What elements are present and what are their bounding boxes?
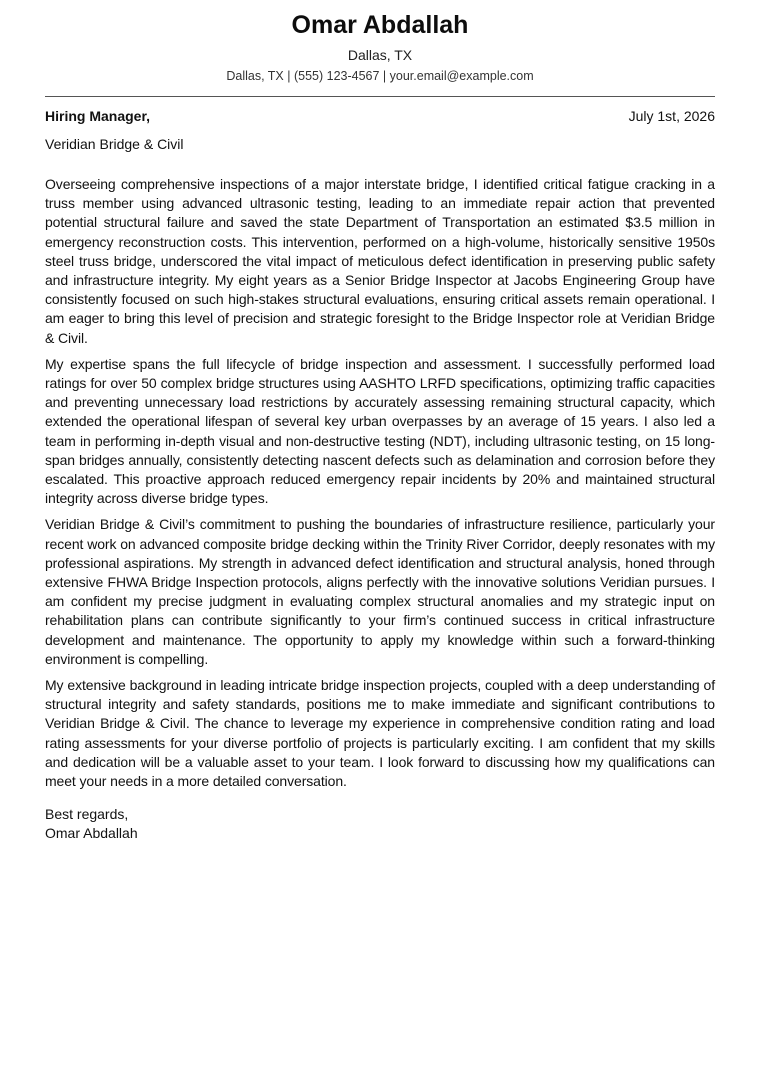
letter-header bbox=[45, 0, 715, 84]
body-paragraph: Veridian Bridge & Civil’s commitment to pushing the boundaries of infrastructure resilience, particularly your recent work on advanced composite bridge decking within the Trinity River Corridor, deeply resonates with my professional aspirations. My strength in advanced defect identification and structural analysis, honed through extensive FHWA Bridge Inspection protocols, aligns perfectly with the innovative solutions Veridian pursues. I am confident my precise judgment in evaluating complex structural anomalies and my strategic input on rehabilitation plans can contribute significantly to your firm’s continued success in critical infrastructure development and maintenance. The opportunity to apply my knowledge within such a forward-thinking environment is compelling. bbox=[45, 516, 715, 667]
recipient-date-row bbox=[45, 107, 715, 125]
applicant-contact: Dallas, TX | (555) 123-4567 | your.email@example.com bbox=[226, 69, 534, 83]
body-paragraph: My extensive background in leading intricate bridge inspection projects, coupled with a deep understanding of structural integrity and safety standards, positions me to make immediate and significant contributions to Veridian Bridge & Civil. The chance to leverage my experience in comprehensive condition rating and load rating assessments for your diverse portfolio of projects is particularly exciting. I am confident that my skills and dedication will be a valuable asset to your team. I look forward to discussing how my qualifications can meet your needs in a more detailed conversation. bbox=[45, 677, 715, 790]
body-paragraph: My expertise spans the full lifecycle of bridge inspection and assessment. I successfully performed load ratings for over 50 complex bridge structures using AASHTO LRFD specifications, optimizing traffic capacities and preventing unnecessary load restrictions by accurately assessing remaining structural capacity, which extended the operational lifespan of several key urban overpasses by an average of 15 years. I also led a team in performing in-depth visual and non-destructive testing (NDT), including ultrasonic testing, on 15 long-span bridges annually, consistently detecting nascent defects such as delamination and corrosion before they escalated. This proactive approach reduced emergency repair incidents by 20% and maintained structural integrity across diverse bridge types. bbox=[45, 355, 715, 507]
header-divider bbox=[45, 96, 715, 97]
body-paragraph: Overseeing comprehensive inspections of a major interstate bridge, I identified critical fatigue cracking in a truss member using advanced ultrasonic testing, leading to an immediate repair action that prevented potential structural failure and saved the state Department of Transportation an estimated $3.5 million in emergency reconstruction costs. This intervention, performed on a high-volume, historically sensitive 1950s steel truss bridge, underscored the vital impact of meticulous defect identification in preserving public safety and infrastructure integrity. My eight years as a Senior Bridge Inspector at Jacobs Engineering Group have consistently focused on such high-stakes structural evaluations, ensuring critical assets remain operational. I am eager to bring this level of precision and strategic foresight to the Bridge Inspector role at Veridian Bridge & Civil. bbox=[45, 176, 715, 346]
letter-body bbox=[45, 175, 715, 791]
signature-name: Omar Abdallah bbox=[45, 825, 138, 842]
closing-phrase: Best regards, bbox=[45, 806, 129, 823]
recipient-salutation: Hiring Manager, bbox=[45, 108, 151, 124]
applicant-location: Dallas, TX bbox=[347, 47, 413, 63]
recipient-company: Veridian Bridge & Civil bbox=[45, 136, 184, 152]
applicant-name: Omar Abdallah bbox=[291, 11, 469, 39]
letter-closing bbox=[45, 805, 715, 843]
letter-date: July 1st, 2026 bbox=[628, 108, 715, 124]
